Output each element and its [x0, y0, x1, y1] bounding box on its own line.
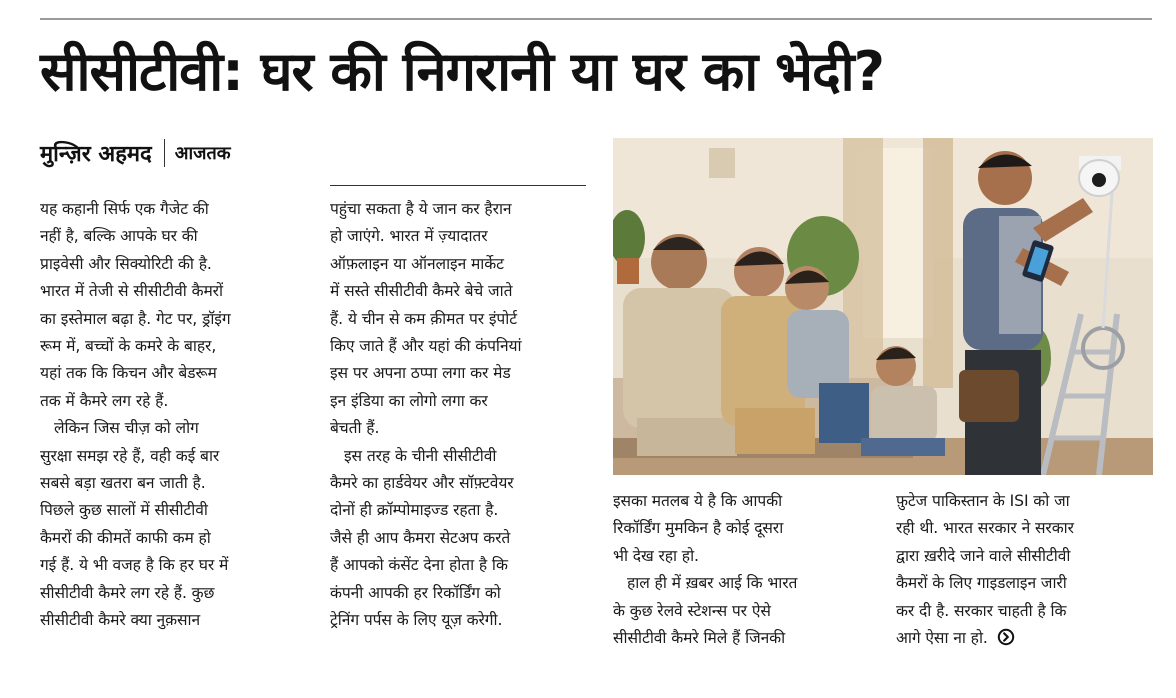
text-line: में सस्ते सीसीटीवी कैमरे बेचे जाते	[330, 282, 513, 301]
text-line: इस पर अपना ठप्पा लगा कर मेड	[330, 364, 511, 383]
text-line: सुरक्षा समझ रहे हैं, वही कई बार	[40, 446, 220, 465]
text-line: के कुछ रेलवे स्टेशन्स पर ऐसे	[613, 601, 771, 620]
text-line: रही थी. भारत सरकार ने सरकार	[896, 519, 1074, 538]
text-line: यह कहानी सिर्फ एक गैजेट की	[40, 200, 209, 218]
text-line: गई हैं. ये भी वजह है कि हर घर में	[40, 556, 229, 575]
article-column-3	[613, 488, 871, 652]
text-line: कर दी है. सरकार चाहती है कि	[896, 601, 1067, 620]
text-line: आगे ऐसा ना हो.	[896, 629, 988, 648]
text-line: कंपनी आपकी हर रिकॉर्डिंग को	[330, 583, 501, 602]
text-line: फ़ुटेज पाकिस्तान के ISI को जा	[896, 492, 1070, 510]
column-rule	[330, 185, 586, 186]
text-line: रूम में, बच्चों के कमरे के बाहर,	[40, 337, 217, 356]
text-line: कैमरों के लिए गाइडलाइन जारी	[896, 574, 1067, 593]
paragraph	[40, 196, 302, 415]
paragraph	[613, 570, 871, 652]
text-line: भी देख रहा हो.	[613, 546, 699, 565]
top-rule	[40, 18, 1152, 20]
article-column-4	[896, 488, 1154, 652]
family-technician-illustration	[613, 138, 1153, 475]
arrow-circle-right-icon[interactable]	[997, 628, 1015, 646]
text-line: तक में कैमरे लग रहे हैं.	[40, 391, 169, 410]
paragraph	[330, 443, 592, 635]
text-line: इन इंडिया का लोगो लगा कर	[330, 391, 488, 410]
text-line: प्राइवेसी और सिक्योरिटी की है.	[40, 254, 212, 273]
text-line: कैमरों की कीमतें काफी कम हो	[40, 528, 211, 547]
text-line: सीसीटीवी कैमरे लग रहे हैं. कुछ	[40, 583, 215, 602]
text-line: हो जाएंगे. भारत में ज़्यादातर	[330, 227, 488, 246]
text-line: किए जाते हैं और यहां की कंपनियां	[330, 337, 522, 356]
text-line: लेकिन जिस चीज़ को लोग	[54, 419, 199, 438]
text-line: दोनों ही क्रॉम्पोमाइज्ड रहता है.	[330, 501, 499, 520]
text-line: हैं. ये चीन से कम क़ीमत पर इंपोर्ट	[330, 309, 517, 328]
source-name[interactable]: आजतक	[174, 143, 231, 164]
article-column-2	[330, 196, 592, 635]
text-line: सीसीटीवी कैमरे मिले हैं जिनकी	[613, 629, 786, 648]
text-line: यहां तक कि किचन और बेडरूम	[40, 364, 217, 383]
text-line: बेचती हैं.	[330, 419, 380, 438]
text-line: पिछले कुछ सालों में सीसीटीवी	[40, 501, 208, 520]
byline	[40, 136, 231, 170]
text-line: इस तरह के चीनी सीसीटीवी	[344, 446, 497, 465]
byline-divider	[164, 139, 165, 167]
paragraph	[896, 488, 1154, 652]
text-line: ऑफ़लाइन या ऑनलाइन मार्केट	[330, 254, 504, 273]
text-line: हाल ही में ख़बर आई कि भारत	[627, 574, 798, 593]
text-line: नहीं है, बल्कि आपके घर की	[40, 227, 198, 246]
headline: सीसीटीवी: घर की निगरानी या घर का भेदी?	[40, 40, 884, 103]
text-line: का इस्तेमाल बढ़ा है. गेट पर, ड्रॉइंग	[40, 309, 231, 328]
text-line: भारत में तेजी से सीसीटीवी कैमरों	[40, 282, 224, 301]
article-column-1	[40, 196, 302, 635]
text-line: पहुंचा सकता है ये जान कर हैरान	[330, 200, 512, 218]
author-name[interactable]: मुन्ज़िर अहमद	[40, 142, 152, 167]
text-line: हैं आपको कंसेंट देना होता है कि	[330, 556, 508, 575]
text-line: द्वारा ख़रीदे जाने वाले सीसीटीवी	[896, 546, 1071, 565]
article-photo[interactable]	[613, 138, 1153, 475]
text-line: इसका मतलब ये है कि आपकी	[613, 492, 783, 510]
text-line: कैमरे का हार्डवेयर और सॉफ़्टवेयर	[330, 474, 514, 493]
paragraph	[613, 488, 871, 570]
paragraph	[40, 415, 302, 634]
text-line: रिकॉर्डिंग मुमकिन है कोई दूसरा	[613, 519, 784, 538]
text-line: जैसे ही आप कैमरा सेटअप करते	[330, 528, 511, 547]
text-line: सीसीटीवी कैमरे क्या नुक़सान	[40, 611, 201, 630]
paragraph	[330, 196, 592, 443]
text-line: सबसे बड़ा खतरा बन जाती है.	[40, 474, 206, 493]
text-line: ट्रेनिंग पर्पस के लिए यूज़ करेगी.	[330, 611, 503, 630]
